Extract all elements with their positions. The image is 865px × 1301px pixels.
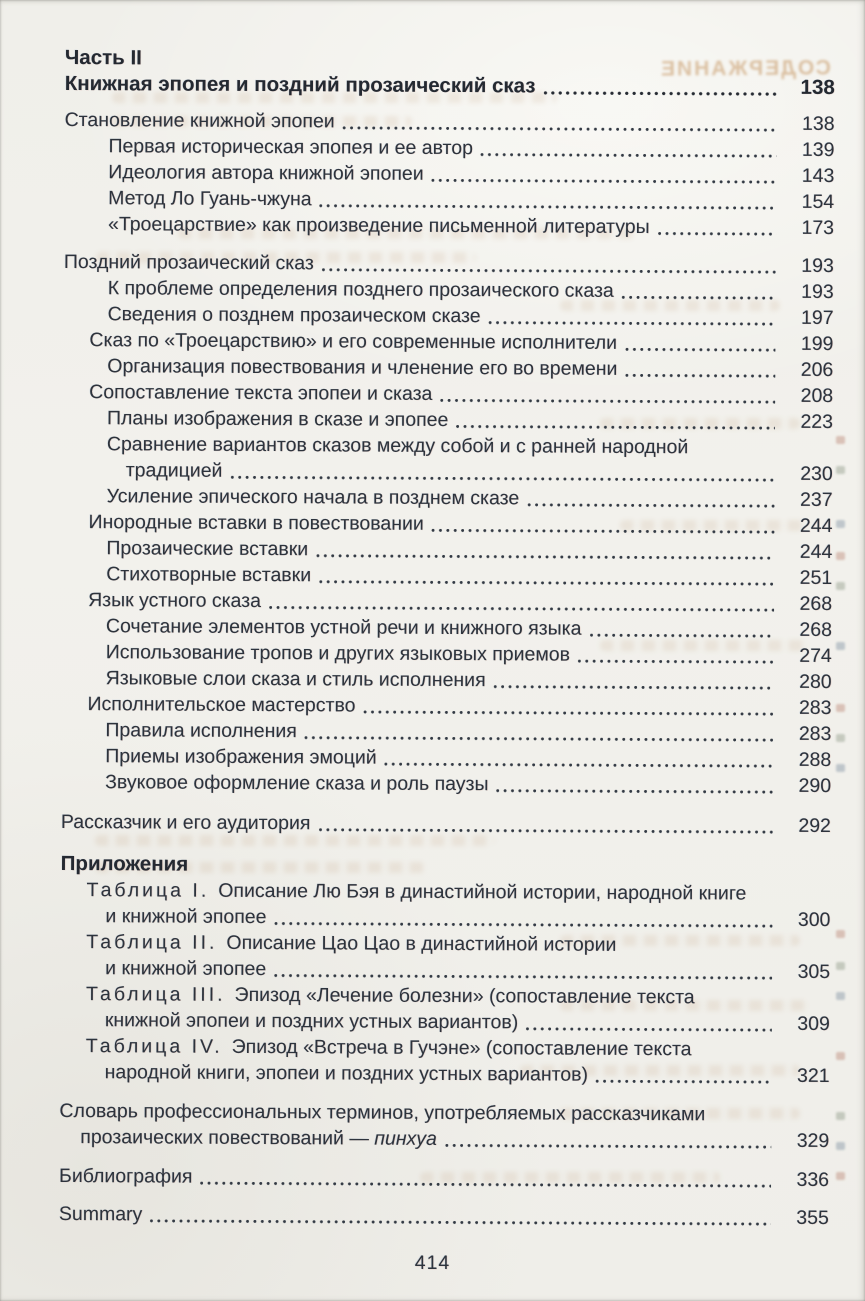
toc-entry-prefix: Таблица III. — [85, 983, 226, 1006]
dot-leader — [456, 424, 775, 431]
toc-entry-title — [60, 1007, 518, 1035]
toc-entry-title — [64, 275, 614, 304]
toc-entry-text: Метод Ло Гуань-чжуна — [108, 187, 312, 211]
bleed-through-speck — [836, 466, 845, 474]
bleed-through-speck — [836, 1052, 845, 1060]
toc-entry-title — [60, 1059, 589, 1088]
dot-leader — [622, 295, 776, 301]
bleed-through-speck — [836, 582, 845, 590]
toc-row — [63, 405, 833, 435]
toc-entry-page: 280 — [799, 670, 832, 694]
toc-entry-prefix: Таблица I. — [86, 879, 210, 902]
dot-leader — [494, 684, 774, 690]
bleed-through-speck — [836, 552, 845, 560]
toc-row — [64, 249, 834, 279]
bleed-through-speck — [836, 962, 845, 970]
dot-leader — [319, 579, 774, 586]
dot-leader — [363, 710, 773, 717]
dot-leader — [432, 178, 777, 185]
toc-entry-page: 244 — [799, 540, 833, 564]
toc-entry-title — [60, 955, 266, 982]
toc-entry-title — [62, 665, 486, 693]
toc-row — [60, 1007, 830, 1037]
bleed-through-speck — [836, 704, 845, 712]
toc-row — [59, 1201, 829, 1231]
toc-entry-text: традицией — [125, 459, 223, 482]
toc-entry-text: книжной эпопеи и поздних устных вариантов) — [104, 1009, 519, 1034]
dot-leader — [316, 553, 774, 560]
dot-leader — [432, 528, 775, 535]
dot-leader — [274, 921, 772, 929]
toc-entry-text: Усиление эпического начала в позднем сказе — [106, 485, 520, 510]
toc-entry-page: 305 — [797, 960, 831, 984]
dot-leader — [269, 605, 774, 613]
toc-row — [59, 1124, 829, 1154]
toc-entry-title — [64, 301, 481, 329]
toc-entry-text: Описание Лю Бэя в династийной истории, народной книге — [218, 879, 747, 905]
toc-entry-page: 300 — [797, 908, 831, 932]
toc-row — [62, 613, 832, 643]
toc-entry-text: Эпизод «Лечение болезни» (сопоставление текста — [234, 983, 695, 1009]
toc-entry-text: Использование тропов и других языковых приемов — [105, 641, 571, 666]
toc-entry-page: 193 — [801, 280, 834, 304]
toc-entry-page: 292 — [798, 814, 831, 838]
toc-entry-page: 329 — [796, 1129, 830, 1153]
toc-row — [60, 903, 830, 933]
toc-entry-text: Словарь профессиональных терминов, употребляемых рассказчиками — [59, 1099, 706, 1126]
toc-row — [64, 159, 834, 189]
toc-entry-page: 206 — [800, 358, 834, 382]
toc-entry-title — [62, 561, 311, 588]
bleed-through-speck — [836, 520, 845, 528]
toc-entry-text: Правила исполнения — [105, 719, 297, 743]
toc-entry-page: 251 — [799, 566, 833, 590]
toc-entry-title — [63, 405, 448, 433]
toc-entry-text: Планы изображения в сказе и эпопее — [106, 407, 449, 431]
toc-entry-title — [65, 71, 536, 99]
toc-row — [64, 301, 834, 331]
toc-entry-text: Звуковое оформление сказа и роль паузы — [105, 771, 489, 796]
toc-entry-text: Сочетание элементов устной речи и книжного языка — [105, 615, 582, 640]
bleed-through-speck — [836, 436, 845, 444]
dot-leader — [543, 90, 776, 96]
toc-entry-page: 193 — [801, 254, 834, 278]
toc-entry-page: 321 — [797, 1064, 830, 1088]
dot-leader — [489, 320, 776, 327]
toc-row — [61, 877, 831, 907]
toc-row — [62, 587, 832, 617]
toc-entry-title — [61, 717, 297, 744]
toc-row — [62, 509, 832, 539]
toc-entry-text: Summary — [58, 1202, 143, 1226]
bleed-through-speck — [836, 734, 845, 742]
dot-leader — [625, 347, 775, 353]
toc-row — [64, 133, 834, 163]
dot-leader — [578, 659, 774, 665]
toc-entry-text: и книжной эпопее — [105, 905, 267, 929]
toc-entry-text: Рассказчик и его аудитория — [60, 810, 311, 835]
toc-entry-title — [59, 1098, 705, 1127]
toc-entry-text: Приемы изображения эмоций — [105, 745, 377, 769]
toc-entry-page: 268 — [799, 592, 833, 616]
toc-entry-text: К проблеме определения позднего прозаического сказа — [107, 277, 614, 302]
dot-leader — [322, 267, 776, 274]
toc-entry-title — [61, 877, 747, 907]
toc-entry-page: 154 — [801, 190, 835, 214]
toc-row — [64, 211, 834, 241]
toc-row — [60, 1059, 830, 1089]
toc-entry-page: 143 — [801, 164, 835, 188]
toc-row — [60, 1033, 830, 1063]
toc-row — [61, 717, 831, 747]
toc-entry-page: 139 — [801, 138, 835, 162]
toc-entry-text: Исполнительское мастерство — [87, 693, 356, 717]
toc-row — [63, 431, 833, 461]
toc-entry-page: 197 — [800, 306, 834, 330]
toc-entry-page: 199 — [800, 332, 834, 356]
toc-row — [60, 955, 830, 985]
toc-entry-text: Организация повествования и членение его во времени — [107, 355, 618, 380]
toc-entry-page: 268 — [799, 618, 833, 642]
dot-leader — [445, 1143, 771, 1150]
toc-entry-text: Библиография — [59, 1164, 193, 1188]
toc-row — [63, 327, 833, 357]
bleed-through-heading: СОДЕРЖАНИЕ — [659, 56, 832, 81]
toc-entry-title — [63, 353, 617, 382]
dot-leader — [305, 735, 774, 742]
toc-row — [65, 71, 835, 101]
dot-leader — [200, 1181, 771, 1189]
toc-entry-page: 283 — [798, 722, 832, 746]
toc-entry-title — [62, 639, 570, 668]
toc-entry-title — [61, 769, 489, 797]
toc-entry-text: Поздний прозаический сказ — [63, 250, 314, 275]
dot-leader — [625, 373, 775, 379]
toc-entry-page: 288 — [798, 748, 832, 772]
toc-row — [61, 691, 831, 721]
toc-entry-title — [59, 1201, 143, 1227]
toc-entry-text: Сказ по «Троецарствию» и его современные исполнители — [89, 329, 618, 354]
toc-row — [61, 851, 831, 881]
bleed-through-speck — [836, 1172, 845, 1180]
toc-entry-title — [62, 535, 308, 562]
toc-entry-text: «Троецарствие» как произведение письменной литературы — [108, 213, 650, 239]
page-number: 414 — [414, 1252, 451, 1274]
dot-leader — [230, 475, 774, 483]
toc-entry-text: Сравнение вариантов сказов между собой и с ранней народной — [106, 433, 689, 459]
toc-entry-title — [64, 159, 423, 187]
toc-row — [63, 379, 833, 409]
toc-entry-title — [61, 743, 377, 771]
toc-entry-text: Становление книжной эпопеи — [64, 108, 335, 133]
toc-entry-text: Стихотворные вставки — [106, 563, 312, 587]
bleed-through-speck — [836, 764, 845, 772]
toc-row — [63, 457, 833, 487]
toc-row — [62, 639, 832, 669]
bleed-through-speck — [836, 1142, 845, 1150]
dot-leader — [589, 633, 774, 639]
toc-row — [63, 483, 833, 513]
toc-entry-title — [64, 249, 314, 276]
toc-entry-prefix: Таблица II. — [86, 931, 218, 954]
toc-entry-title — [63, 327, 617, 356]
toc-entry-text: Эпизод «Встреча в Гучэне» (сопоставление текста — [231, 1035, 692, 1061]
toc-row — [61, 769, 831, 799]
toc-row — [65, 107, 835, 137]
toc-entry-title — [65, 45, 142, 71]
toc-entry-text: Прозаические вставки — [106, 537, 309, 561]
dot-leader — [658, 231, 776, 237]
toc-entry-text: Инородные вставки в повествовании — [88, 511, 424, 535]
toc-row — [64, 185, 834, 215]
toc-entry-title — [61, 851, 189, 878]
toc-entry-text: Часть II — [64, 45, 142, 70]
toc-entry-page: 283 — [798, 696, 832, 720]
toc-row — [62, 561, 832, 591]
toc-entry-title — [60, 1033, 692, 1062]
dot-leader — [481, 152, 777, 159]
toc-entry-title — [59, 1163, 193, 1190]
toc-entry-title — [64, 133, 473, 161]
toc-entry-title — [63, 379, 432, 407]
dot-leader — [318, 827, 772, 834]
toc-entry-page: 244 — [799, 514, 833, 538]
toc-entry-text: и книжной эпопее — [105, 957, 267, 981]
toc-entry-title — [59, 1124, 437, 1152]
toc-entry-title — [64, 185, 312, 212]
toc-entry-page: 274 — [799, 644, 832, 668]
toc-entry-text: Языковые слои сказа и стиль исполнения — [105, 667, 486, 692]
toc-row — [60, 929, 830, 959]
toc-row — [62, 535, 832, 565]
toc-entry-text: Язык устного сказа — [88, 589, 262, 613]
dot-leader — [274, 973, 772, 981]
toc-row — [59, 1163, 829, 1193]
toc-entry-prefix: Таблица IV. — [85, 1035, 223, 1058]
toc-row — [59, 1098, 829, 1128]
toc-entry-title — [61, 809, 311, 836]
dot-leader — [385, 762, 774, 769]
toc-row — [63, 353, 833, 383]
bleed-through-speck — [836, 930, 845, 938]
toc-entry-title — [61, 691, 355, 719]
toc-entry-text: народной книги, эпопеи и поздних устных вариантов) — [104, 1061, 589, 1086]
dot-leader — [150, 1218, 771, 1226]
toc-entry-title — [63, 483, 520, 511]
toc-entry-page: 355 — [796, 1206, 829, 1229]
toc-entry-text: Приложения — [60, 851, 189, 876]
dot-leader — [320, 203, 777, 210]
toc-row — [61, 809, 831, 839]
toc-entry-title — [60, 903, 266, 930]
bleed-through-speck — [836, 1112, 845, 1120]
toc-entry-text: Описание Цао Цао в династийной истории — [226, 931, 617, 956]
bleed-through-speck — [836, 992, 845, 1000]
toc-entry-term-italic: пинхуа — [374, 1127, 437, 1150]
toc-entry-title — [63, 457, 223, 484]
dot-leader — [343, 125, 777, 132]
toc-entry-text: прозаических повествований — — [80, 1126, 375, 1150]
toc-entry-text: Сведения о позднем прозаическом сказе — [107, 303, 481, 328]
toc-entry-text: Сопоставление текста эпопеи и сказа — [89, 381, 433, 405]
toc-entry-page: 138 — [801, 112, 835, 136]
toc-entry-title — [63, 431, 689, 460]
toc-entry-title — [64, 211, 650, 240]
toc-row — [64, 275, 834, 305]
toc-row — [60, 981, 830, 1011]
dot-leader — [496, 788, 773, 794]
toc-entry-text: Идеология автора книжной эпопеи — [108, 161, 424, 185]
toc-entry-title — [65, 107, 335, 134]
toc-entry-page: 336 — [796, 1168, 830, 1192]
toc-entry-page: 223 — [800, 410, 834, 434]
dot-leader — [526, 1026, 772, 1032]
toc-row — [62, 665, 832, 695]
toc-entry-page: 138 — [800, 75, 835, 100]
toc-entry-page: 237 — [800, 488, 833, 512]
toc-entry-title — [62, 509, 423, 537]
bleed-through-speck — [836, 642, 845, 650]
dot-leader — [596, 1079, 772, 1085]
toc-row — [61, 743, 831, 773]
toc-entry-page: 230 — [800, 462, 833, 486]
toc-entry-title — [62, 613, 582, 642]
toc-entry-page: 208 — [800, 384, 834, 408]
toc-entry-title — [60, 981, 695, 1010]
dot-leader — [527, 502, 774, 508]
toc-entry-title — [60, 929, 616, 958]
toc-entry-text: Книжная эпопея и поздний прозаический сказ — [64, 71, 536, 98]
dot-leader — [440, 398, 775, 405]
toc-entry-text: Первая историческая эпопея и ее автор — [108, 135, 474, 160]
table-of-contents — [59, 45, 835, 1231]
toc-entry-page: 309 — [797, 1012, 830, 1036]
toc-entry-title — [62, 587, 261, 614]
toc-entry-page: 290 — [798, 774, 832, 798]
toc-entry-page: 173 — [801, 216, 835, 240]
toc-row — [65, 45, 835, 75]
